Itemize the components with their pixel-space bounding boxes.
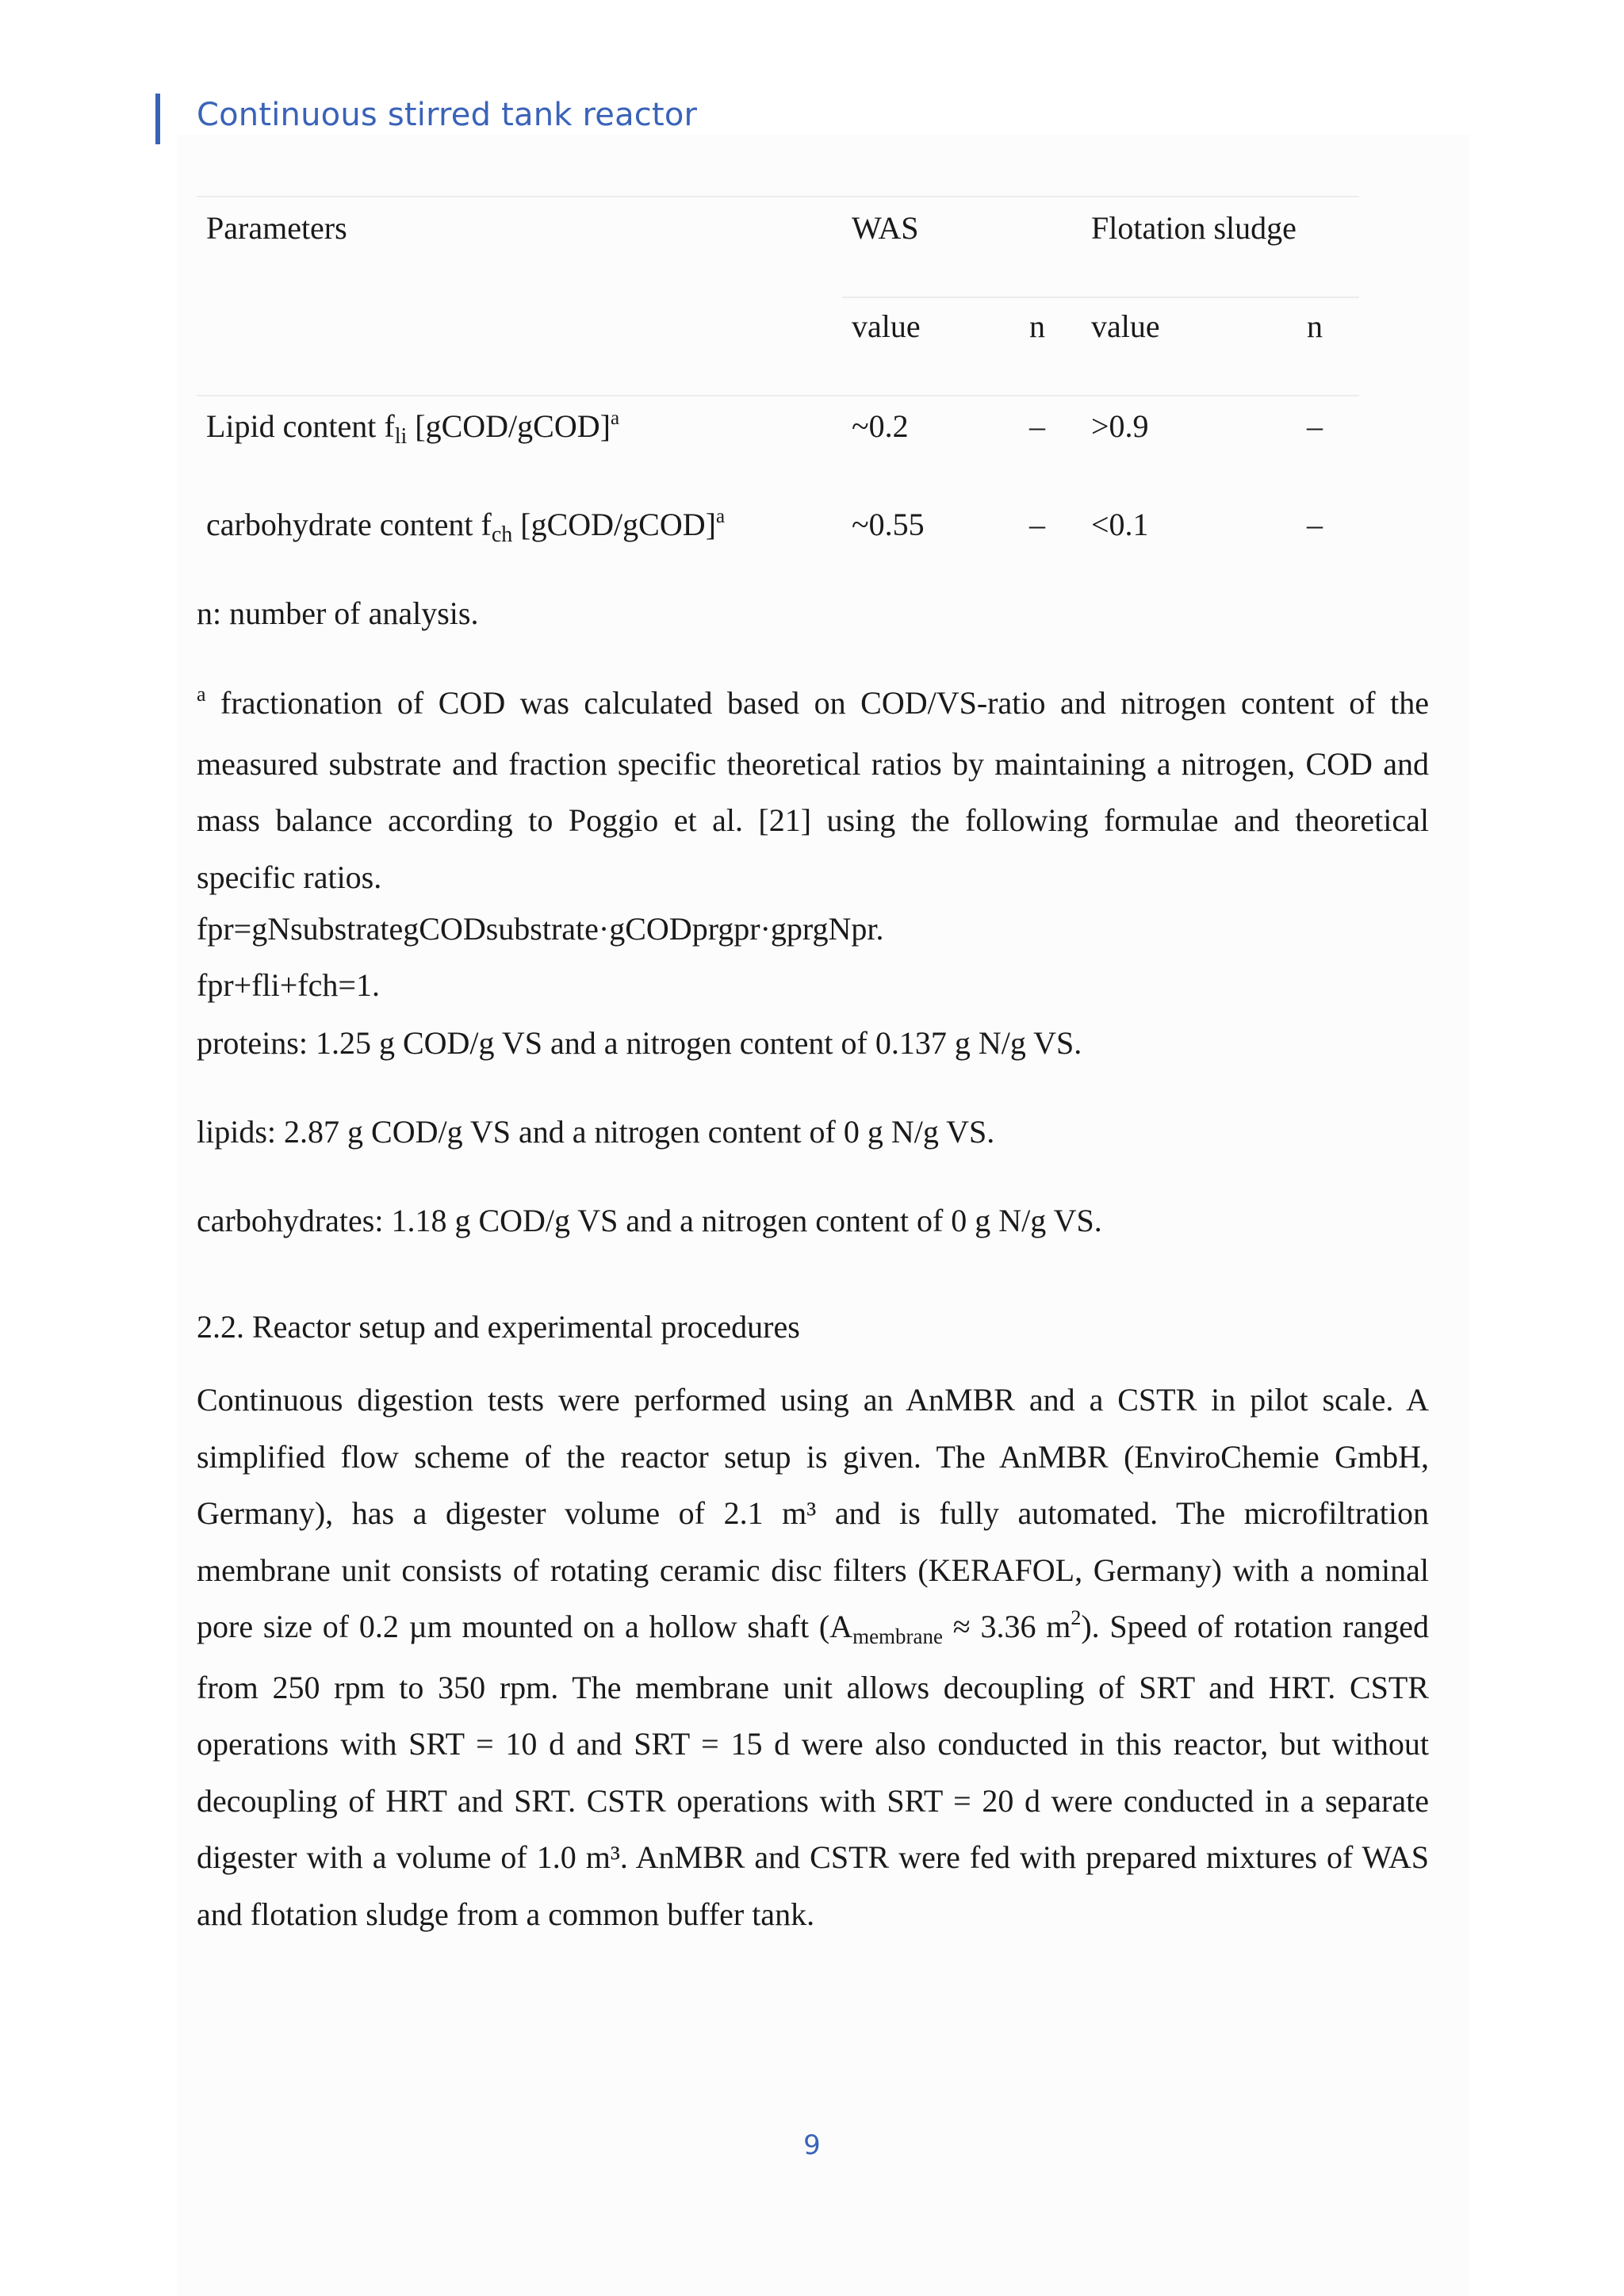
- table-row-lipid-was-value: ~0.2: [852, 408, 909, 444]
- table-footnote-fractionation: [197, 675, 1429, 905]
- table-body-rule: [197, 395, 1359, 396]
- table-subheader-was-value: value: [852, 308, 921, 344]
- table-subheader-flotation-n: n: [1307, 308, 1323, 344]
- paragraph-text-end: ). Speed of rotation ranged from 250 rpm to 350 rpm. The membrane unit allows decoupling of SRT and HRT. CSTR operations with SRT = 10 d and SRT = 15 d were also conducted in this reactor, but without decoupling of HRT and SRT. CSTR operations with SRT = 20 d were conducted in a separate digester with a volume of 1.0 m³. AnMBR and CSTR were fed with prepared mixtures of WAS and flotation sludge from a common buffer tank.: [197, 1609, 1429, 1932]
- table-subheader-flotation-value: value: [1091, 308, 1160, 344]
- footnote-text: fractionation of COD was calculated based on COD/VS-ratio and nitrogen content of the measured substrate and fraction specific theoretical ratios by maintaining a nitrogen, COD and mass balance according to Poggio et al. [21] using the following formulae and theoretical specific ratios.: [197, 685, 1429, 895]
- table-top-rule: [197, 196, 1359, 197]
- ratio-carbohydrates: carbohydrates: 1.18 g COD/g VS and a nitrogen content of 0 g N/g VS.: [197, 1203, 1102, 1238]
- running-header: Continuous stirred tank reactor: [197, 97, 698, 133]
- footnote-mark: a: [197, 683, 206, 706]
- table-subheader-rule: [842, 297, 1359, 298]
- table-row-carbohydrate-flotation-n: –: [1307, 507, 1323, 542]
- table-row-lipid-flotation-n: –: [1307, 408, 1323, 444]
- table-note-n-definition: n: number of analysis.: [197, 595, 479, 631]
- paragraph-text-start: Continuous digestion tests were performed using an AnMBR and a CSTR in pilot scale. A simplified flow scheme of the reactor setup is given. The AnMBR (EnviroChemie GmbH, Germany), has a digester volume of 2.1 m³ and is fully automated. The microfiltration membrane unit consists of rotating ceramic disc filters (KERAFOL, Germany) with a nominal pore size of 0.2 µm mounted on a hollow shaft (A: [197, 1382, 1429, 1644]
- table-row-carbohydrate-was-value: ~0.55: [852, 507, 925, 542]
- table-row-lipid-flotation-value: >0.9: [1091, 408, 1149, 444]
- lipid-label-text: Lipid content f: [206, 408, 395, 444]
- ratio-proteins: proteins: 1.25 g COD/g VS and a nitrogen content of 0.137 g N/g VS.: [197, 1025, 1082, 1061]
- table-row-lipid-label: [206, 408, 619, 450]
- table-row-lipid-was-n: –: [1029, 408, 1045, 444]
- section-paragraph: [197, 1372, 1429, 1942]
- table-row-carbohydrate-label: [206, 506, 725, 549]
- paragraph-subscript-membrane: membrane: [852, 1624, 944, 1648]
- table-subheader-was-n: n: [1029, 308, 1045, 344]
- table-header-parameters: Parameters: [206, 210, 347, 246]
- lipid-label-unit: [gCOD/gCOD]: [407, 408, 611, 444]
- formula-protein-fraction: fpr=gNsubstrategCODsubstrate·gCODprgpr·gprgNpr.: [197, 911, 884, 947]
- carbohydrate-label-unit: [gCOD/gCOD]: [512, 507, 716, 542]
- carbohydrate-label-text: carbohydrate content f: [206, 507, 492, 542]
- table-row-carbohydrate-flotation-value: <0.1: [1091, 507, 1149, 542]
- section-heading: 2.2. Reactor setup and experimental procedures: [197, 1309, 800, 1345]
- lipid-label-footnote-mark: a: [610, 408, 620, 429]
- table-header-flotation-sludge: Flotation sludge: [1091, 210, 1297, 246]
- formula-fraction-sum: fpr+fli+fch=1.: [197, 967, 380, 1003]
- paragraph-text-area: ≈ 3.36 m: [943, 1609, 1071, 1644]
- table-header-was: WAS: [852, 210, 919, 246]
- ratio-lipids: lipids: 2.87 g COD/g VS and a nitrogen content of 0 g N/g VS.: [197, 1114, 995, 1150]
- lipid-label-subscript: li: [394, 424, 408, 449]
- carbohydrate-label-footnote-mark: a: [715, 506, 726, 527]
- table-row-carbohydrate-was-n: –: [1029, 507, 1045, 542]
- carbohydrate-label-subscript: ch: [491, 522, 513, 547]
- header-accent-bar: [155, 94, 160, 144]
- paragraph-superscript: 2: [1071, 1606, 1082, 1629]
- page-number: 9: [803, 2130, 821, 2161]
